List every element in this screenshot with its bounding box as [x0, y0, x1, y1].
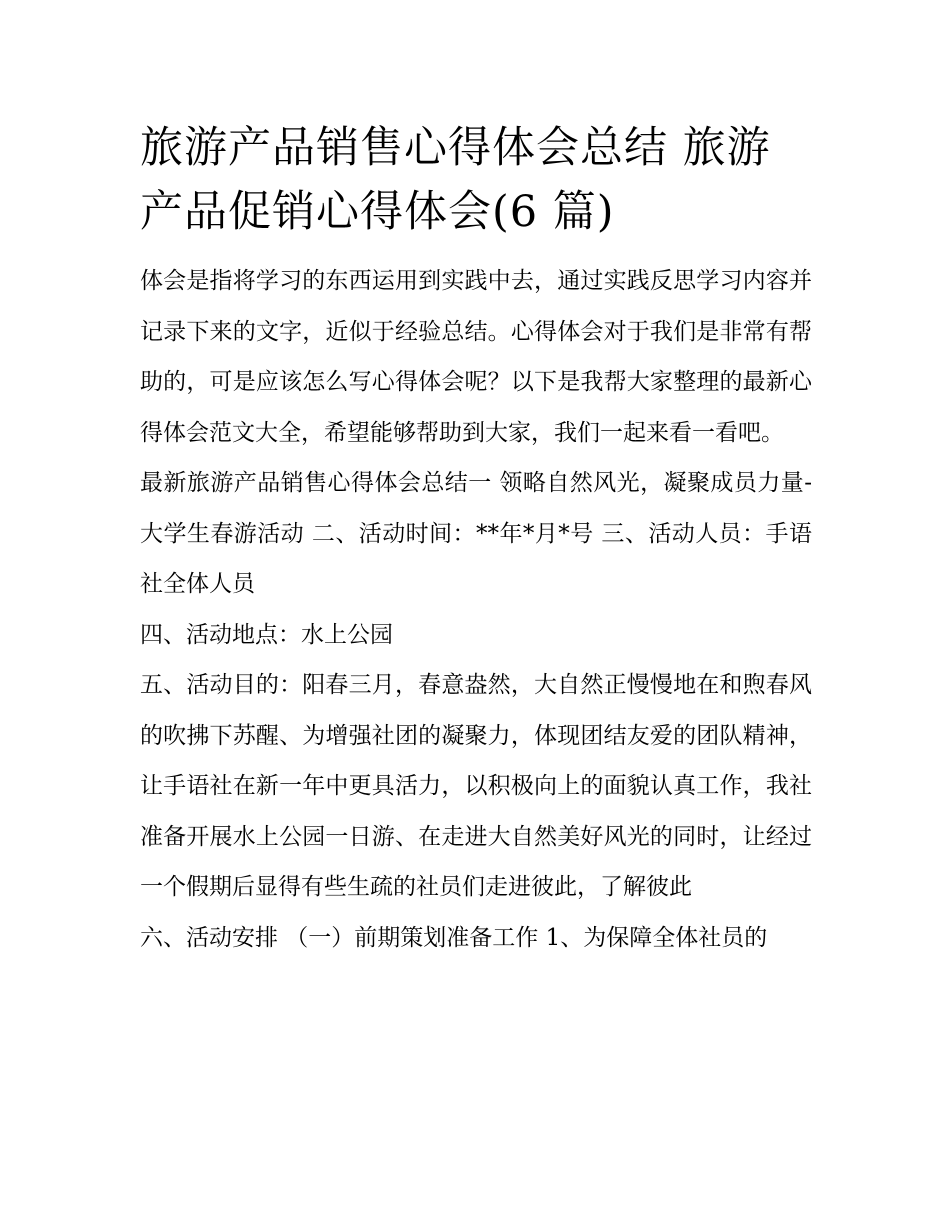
activity-location-paragraph: 四、活动地点：水上公园 — [140, 621, 393, 648]
document-title: 旅游产品销售心得体会总结 旅游产品促销心得体会(6 篇) — [140, 123, 771, 237]
document-body — [140, 116, 812, 963]
activity-theme-paragraph: 最新旅游产品销售心得体会总结一 领略自然风光，凝聚成员力量-大学生春游活动 二、活动时间：**年*月*号 三、活动人员：手语社全体人员 — [140, 470, 812, 597]
intro-paragraph: 体会是指将学习的东西运用到实践中去，通过实践反思学习内容并记录下来的文字，近似于经验总结。心得体会对于我们是非常有帮助的，可是应该怎么写心得体会呢？以下是我帮大家整理的最新心得体会范文大全，希望能够帮助到大家，我们一起来看一看吧。 — [140, 268, 812, 446]
activity-arrangement-paragraph: 六、活动安排 （一）前期策划准备工作 1、为保障全体社员的 — [140, 924, 768, 951]
activity-purpose-paragraph: 五、活动目的：阳春三月，春意盎然，大自然正慢慢地在和煦春风的吹拂下苏醒、为增强社团的凝聚力，体现团结友爱的团队精神，让手语社在新一年中更具活力，以积极向上的面貌认真工作，我社准备开展水上公园一日游、在走进大自然美好风光的同时，让经过一个假期后显得有些生疏的社员们走进彼此，了解彼此 — [140, 672, 812, 900]
